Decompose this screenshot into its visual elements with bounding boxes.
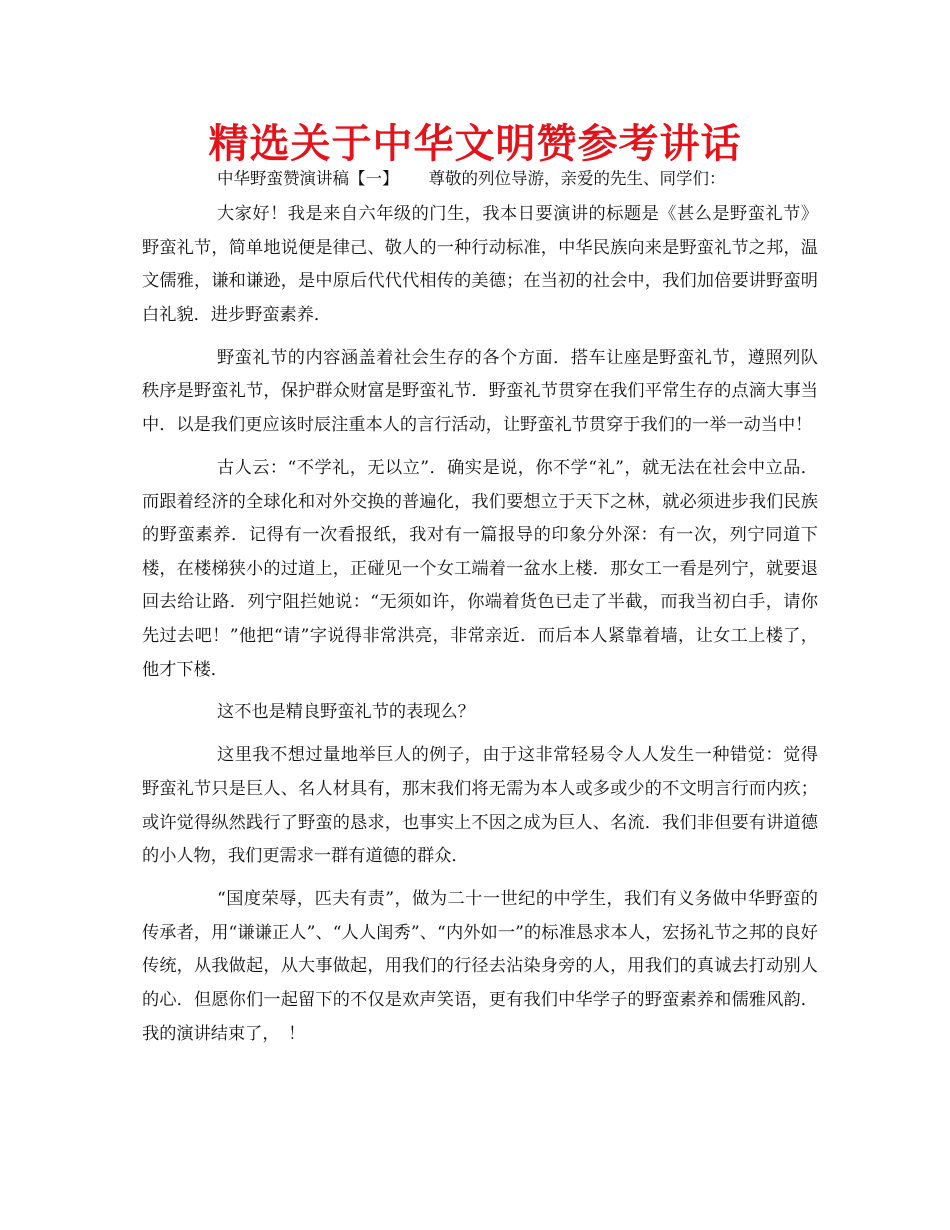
paragraph: 大家好！我是来自六年级的门生，我本日要演讲的标题是《甚么是野蛮礼节》野蛮礼节，简单地说便是律己、敬人的一种行动标准，中华民族向来是野蛮礼节之邦，温文儒雅，谦和谦逊，是中原后代代代相传的美德；在当初的社会中，我们加倍要讲野蛮明白礼貌．进步野蛮素养．: [142, 204, 818, 325]
document-title: 精选关于中华文明赞参考讲话: [208, 121, 742, 167]
document-subtitle: [217, 168, 726, 190]
document-body: [142, 198, 818, 1061]
subtitle-greeting: 尊敬的列位导游，亲爱的先生、同学们：: [428, 169, 726, 188]
paragraph: 这里我不想过量地举巨人的例子，由于这非常轻易令人人发生一种错觉：觉得野蛮礼节只是巨人、名人材具有，那末我们将无需为本人或多或少的不文明言行而内疚；或许觉得纵然践行了野蛮的恳求，也事实上不因之成为巨人、名流．我们非但要有讲道德的小人物，我们更需求一群有道德的群众．: [142, 745, 818, 867]
paragraph: 古人云：“不学礼，无以立”．确实是说，你不学“礼”，就无法在社会中立品．而跟着经济的全球化和对外交换的普遍化，我们要想立于天下之林，就必须进步我们民族的野蛮素养．记得有一次看报纸，我对有一篇报导的印象分外深：有一次，列宁同道下楼，在楼梯狭小的过道上，正碰见一个女工端着一盆水上楼．那女工一看是列宁，就要退回去给让路．列宁阻拦她说：“无须如许，你端着货色已走了半截，而我当初白手，请你先过去吧！”他把“请”字说得非常洪亮，非常亲近．而后本人紧靠着墙，让女工上楼了，他才下楼．: [142, 457, 818, 680]
subtitle-speech-label: 中华野蛮赞演讲稿【一】: [217, 169, 399, 188]
paragraph: 这不也是精良野蛮礼节的表现么？: [217, 702, 475, 723]
paragraph: 野蛮礼节的内容涵盖着社会生存的各个方面．搭车让座是野蛮礼节，遵照列队秩序是野蛮礼节，保护群众财富是野蛮礼节．野蛮礼节贯穿在我们平常生存的点滴大事当中．以是我们更应该时辰注重本人的言行活动，让野蛮礼节贯穿于我们的一举一动当中！: [142, 347, 818, 435]
paragraph: “国度荣辱，匹夫有责”，做为二十一世纪的中学生，我们有义务做中华野蛮的传承者，用“谦谦正人”、“人人闺秀”、“内外如一”的标准恳求本人，宏扬礼节之邦的良好传统，从我做起，从大事做起，用我们的行径去沾染身旁的人，用我们的真诚去打动别人的心．但愿你们一起留下的不仅是欢声笑语，更有我们中华学子的野蛮素养和儒雅风韵．我的演讲结束了， ！: [142, 889, 818, 1044]
